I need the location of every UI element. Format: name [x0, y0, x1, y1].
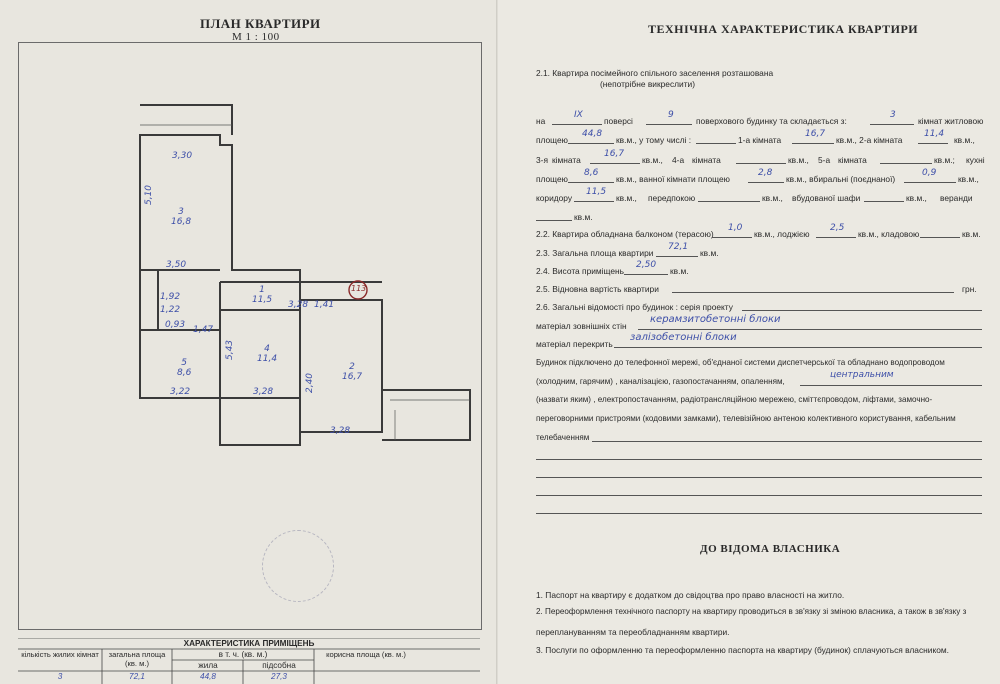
field-underline: [536, 220, 572, 221]
table-header: підсобна: [262, 661, 296, 670]
walls-material-value: керамзитобетонні блоки: [650, 314, 781, 325]
field-underline: [904, 182, 956, 183]
field-label: кв.м., вбиральні (поєднаної): [786, 174, 896, 184]
owner-note: переплануванням та переобладнанням квартири.: [536, 627, 730, 637]
field-label: 4-а: [672, 155, 685, 165]
floor-value: IX: [574, 110, 583, 120]
room-label: 4 11,4: [257, 344, 278, 364]
table-value: 72,1: [129, 672, 145, 681]
field-underline: [870, 124, 914, 125]
dimension-label: 1,22: [160, 305, 181, 315]
heating-value: центральним: [830, 370, 894, 380]
field-underline: [816, 237, 856, 238]
room-label: 5 8,6: [177, 358, 192, 378]
field-label: вбудованої шафи: [792, 193, 861, 203]
floor-plan-drawing: [0, 0, 497, 684]
section-2-3: 2.3. Загальна площа квартири: [536, 248, 654, 258]
field-label: кімната: [838, 155, 867, 165]
field-underline: [614, 347, 982, 348]
floors-label: матеріал перекрить: [536, 339, 613, 349]
room-label: 3 16,8: [171, 207, 192, 227]
field-underline: [536, 495, 982, 496]
field-underline: [792, 143, 834, 144]
table-value: 27,3: [271, 672, 287, 681]
room2-area-value: 11,4: [924, 129, 945, 139]
field-label: кв.м., кладовою: [858, 229, 920, 239]
dimension-label: 3,28: [330, 426, 351, 436]
field-label: грн.: [962, 284, 977, 294]
dimension-label: 3,28: [253, 387, 274, 397]
section-2-1: 2.1. Квартира посімейного спільного заселення розташована: [536, 68, 774, 78]
room3-area-value: 16,7: [604, 149, 625, 159]
field-underline: [800, 385, 982, 386]
field-label: 1-а кімната: [738, 135, 782, 145]
dimension-label: 3,30: [172, 151, 193, 161]
field-label: передпокою: [648, 193, 696, 203]
dimension-label: 5,10: [144, 184, 155, 206]
field-label: кв.м.,: [762, 193, 783, 203]
field-label: кв.м.,: [642, 155, 663, 165]
connection-text: (назвати яким) , електропостачанням, радіотрансляційною мережею, сміттєпроводом, ліфтами, замочно-: [536, 395, 933, 404]
field-label: кв.м., 2-а кімната: [836, 135, 903, 145]
connection-text: Будинок підключено до телефонної мережі, об'єднаної системи диспетчерської та обладнано водопроводом: [536, 358, 945, 367]
living-area-value: 44,8: [582, 129, 603, 139]
field-underline: [638, 329, 982, 330]
field-label: кімната: [692, 155, 721, 165]
field-label: поверсі: [604, 116, 633, 126]
field-underline: [646, 124, 692, 125]
field-underline: [568, 182, 614, 183]
field-label: кв.м.: [574, 212, 593, 222]
field-label: кв.м.,: [788, 155, 809, 165]
field-label: площею: [536, 135, 568, 145]
field-label: поверхового будинку та складається з:: [696, 116, 847, 126]
floors-material-value: залізобетонні блоки: [630, 332, 737, 343]
dimension-label: 1,47: [193, 325, 214, 335]
plan-title: ПЛАН КВАРТИРИ: [200, 16, 321, 31]
balcony-value: 1,0: [728, 223, 743, 233]
field-underline: [536, 459, 982, 460]
dimension-label: 5,43: [225, 339, 236, 361]
connection-text: (холодним, гарячим) , каналізацією, газопостачанням, опаленням,: [536, 377, 785, 386]
connection-text: переговорними пристроями (кодовими замками), телевізійною антеною колективного користування, кабельним: [536, 414, 956, 423]
field-label: кв.м.: [670, 266, 689, 276]
field-label: кімната: [552, 155, 581, 165]
field-label: кв.м., ванної кімнати площею: [616, 174, 730, 184]
technical-characteristics-page: [500, 0, 1000, 684]
field-underline: [656, 256, 698, 257]
table-header: загальна площа (кв. м.): [108, 650, 166, 668]
field-label: 3-я: [536, 155, 548, 165]
dimension-label: 0,93: [165, 320, 186, 330]
field-label: кімнат житловою: [918, 116, 984, 126]
field-label: на: [536, 116, 546, 126]
kitchen-area-value: 8,6: [584, 168, 599, 178]
owner-note: 3. Послуги по оформленню та переоформленню паспорта на квартиру (будинок) сплачуються власником.: [536, 645, 949, 655]
ceiling-height-value: 2,50: [636, 260, 657, 270]
table-title: ХАРАКТЕРИСТИКА ПРИМІЩЕНЬ: [183, 639, 315, 648]
owner-title: ДО ВІДОМА ВЛАСНИКА: [700, 543, 841, 555]
corridor-area-value: 11,5: [586, 187, 607, 197]
connection-text: телебаченням: [536, 433, 590, 442]
field-underline: [918, 143, 948, 144]
field-underline: [624, 274, 668, 275]
dimension-label: 3,50: [166, 260, 187, 270]
table-value: 3: [57, 672, 63, 681]
table-header: в т. ч. (кв. м.): [218, 650, 268, 659]
field-underline: [536, 477, 982, 478]
dimension-label: 3,28: [288, 300, 309, 310]
field-underline: [920, 237, 960, 238]
plan-scale: М 1 : 100: [232, 31, 280, 43]
field-underline: [748, 182, 784, 183]
section-2-4: 2.4. Висота приміщень: [536, 266, 624, 276]
dimension-label: 1,41: [314, 300, 335, 310]
total-area-value: 72,1: [668, 242, 689, 252]
field-underline: [880, 163, 932, 164]
field-underline: [590, 163, 640, 164]
section-2-6: 2.6. Загальні відомості про будинок : серія проекту: [536, 302, 733, 312]
stamp-seal: [262, 530, 334, 602]
section-2-2: 2.2. Квартира обладнана балконом (терасою): [536, 229, 714, 239]
room-label: 1 11,5: [252, 285, 273, 305]
section-2-5: 2.5. Відновна вартість квартири: [536, 284, 659, 294]
field-label: кв.м., лоджією: [754, 229, 810, 239]
field-label: кв.м.,: [616, 193, 637, 203]
field-underline: [742, 310, 982, 311]
owner-note: 2. Переоформлення технічного паспорту на квартиру проводиться в зв'язку зі зміною власника, а також в зв'язку з: [536, 607, 967, 616]
floor-plan-page: [0, 0, 497, 684]
section-2-1-note: (непотрібне викреслити): [600, 79, 696, 89]
table-header: кількість жилих кімнат: [21, 650, 99, 659]
field-underline: [592, 441, 982, 442]
flat-number: 113: [351, 284, 367, 293]
field-label: кв.м.,: [958, 174, 979, 184]
dimension-label: 2,40: [305, 372, 316, 394]
field-label: кв.м.,: [954, 135, 975, 145]
tech-title: ТЕХНІЧНА ХАРАКТЕРИСТИКА КВАРТИРИ: [648, 22, 919, 36]
field-underline: [568, 143, 614, 144]
owner-note: 1. Паспорт на квартиру є додатком до свідоцтва про право власності на житло.: [536, 590, 845, 600]
floors-total-value: 9: [668, 110, 674, 120]
table-header: жила: [198, 661, 218, 670]
rooms-characteristics-table: [18, 638, 480, 684]
table-header: корисна площа (кв. м.): [326, 650, 406, 659]
walls-label: матеріал зовнішніх стін: [536, 321, 627, 331]
field-label: кв.м.: [962, 229, 981, 239]
field-underline: [696, 143, 736, 144]
field-underline: [536, 513, 982, 514]
field-underline: [672, 292, 954, 293]
field-underline: [552, 124, 602, 125]
field-underline: [698, 201, 760, 202]
field-underline: [864, 201, 904, 202]
room1-area-value: 16,7: [805, 129, 826, 139]
field-label: кв.м.: [700, 248, 719, 258]
dimension-label: 3,22: [170, 387, 191, 397]
rooms-count-value: 3: [890, 110, 896, 120]
table-value: 44,8: [200, 672, 216, 681]
field-label: коридору: [536, 193, 573, 203]
field-underline: [712, 237, 752, 238]
field-label: кв.м.,: [906, 193, 927, 203]
field-label: кв.м.;: [934, 155, 955, 165]
room-label: 2 16,7: [342, 362, 363, 382]
field-label: площею: [536, 174, 568, 184]
field-label: кв.м., у тому числі :: [616, 135, 692, 145]
field-label: 5-а: [818, 155, 831, 165]
field-label: веранди: [940, 193, 973, 203]
loggia-value: 2,5: [830, 223, 845, 233]
field-label: кухні: [966, 155, 985, 165]
toilet-area-value: 0,9: [922, 168, 937, 178]
field-underline: [574, 201, 614, 202]
dimension-label: 1,92: [160, 292, 181, 302]
field-underline: [736, 163, 786, 164]
bathroom-area-value: 2,8: [758, 168, 773, 178]
